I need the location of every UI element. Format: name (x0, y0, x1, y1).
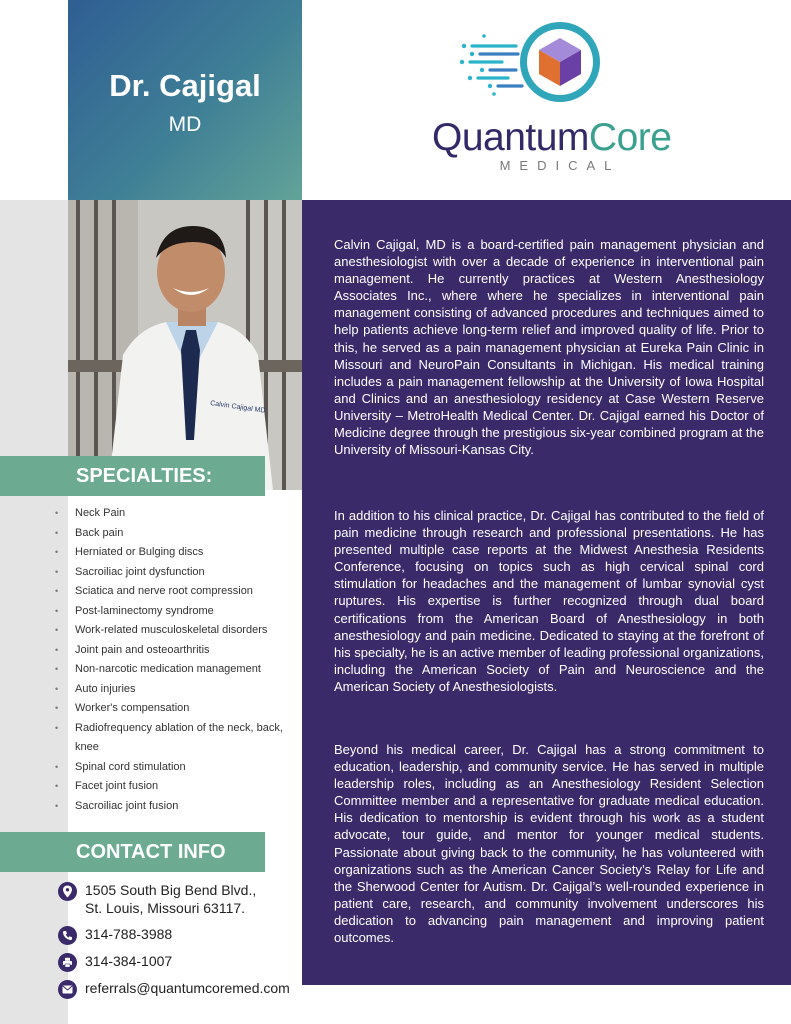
list-item: • Work-related musculoskeletal disorders (55, 621, 295, 641)
header-box (68, 0, 302, 200)
email-icon (58, 980, 77, 999)
fax-icon (58, 953, 77, 972)
logo-subtitle: MEDICAL (499, 158, 621, 173)
bio-paragraph: In addition to his clinical practice, Dr. Cajigal has contributed to the field of pain medicine through research and professional presentations. He has presented multiple case reports at the Midwest Anesthesia Residents Conference, focusing on topics such as high cervical spinal cord stimulation for headaches and the management of lumbar synovial cyst ruptures. His expertise is further recognized through dual board certifications from the American Board of Anesthesiology in both anesthesiology and pain medicine. Dedicated to staying at the forefront of his specialty, he is an active member of leading professional organizations, including the American Society of Pain and Neuroscience and the American Society of Anesthesiologists. (334, 508, 764, 694)
doctor-photo-illustration (68, 200, 302, 490)
list-item: • Spinal cord stimulation (55, 758, 295, 778)
phone-number[interactable]: 314-788-3988 (85, 926, 173, 942)
list-item: • Non-narcotic medication management (55, 660, 295, 680)
doctor-name: Dr. Cajigal (109, 68, 261, 103)
quantumcore-logo (420, 8, 700, 188)
contact-email[interactable] (58, 979, 290, 999)
logo-wordmark: QuantumCore (432, 116, 672, 159)
doctor-photo (68, 200, 302, 490)
fax-number[interactable]: 314-384-1007 (85, 953, 173, 969)
list-item: • Neck Pain (55, 504, 295, 524)
contact-fax[interactable] (58, 952, 172, 972)
list-item: • Radiofrequency ablation of the neck, back, knee (55, 719, 295, 758)
phone-icon (58, 926, 77, 945)
list-item: • Sacroiliac joint dysfunction (55, 563, 295, 583)
doctor-credential: MD (168, 113, 202, 136)
list-item: • Back pain (55, 524, 295, 544)
list-item: • Post-laminectomy syndrome (55, 602, 295, 622)
list-item: • Sciatica and nerve root compression (55, 582, 295, 602)
coat-embroidery: Calvin Cajigal MD (209, 400, 266, 415)
logo-mark-icon (420, 8, 700, 118)
list-item: • Facet joint fusion (55, 777, 295, 797)
contact-phone[interactable] (58, 925, 172, 945)
email-address[interactable]: referrals@quantumcoremed.com (85, 980, 290, 996)
list-item: • Herniated or Bulging discs (55, 543, 295, 563)
address-line2: St. Louis, Missouri 63117. (85, 900, 246, 916)
location-icon (58, 882, 77, 901)
address-line1: 1505 South Big Bend Blvd., (85, 882, 257, 898)
list-item: • Sacroiliac joint fusion (55, 797, 295, 817)
bio-paragraph: Calvin Cajigal, MD is a board-certified pain management physician and anesthesiologist with over a decade of experience in interventional pain management. He currently practices at Western Anesthesiology Associates Inc., where where he specializes in interventional pain management consisting of advanced procedures and techniques aimed to help patients achieve long-term relief and improved quality of life. Prior to this, he served as a pain management physician at Eureka Pain Clinic in Missouri and NeuroPain Consultants in Michigan. His medical training includes a pain management fellowship at the University of Iowa Hospital and Clinics and an anesthesiology residency at Case Western Reserve University – MetroHealth Medical Center. Dr. Cajigal earned his Doctor of Medicine degree through the prestigious six-year combined program at the University of Missouri-Kansas City. (334, 237, 764, 458)
list-item: • Joint pain and osteoarthritis (55, 641, 295, 661)
contact-heading: CONTACT INFO (0, 832, 265, 872)
list-item: • Worker's compensation (55, 699, 295, 719)
list-item: • Auto injuries (55, 680, 295, 700)
specialties-list (55, 504, 295, 816)
contact-address (58, 881, 256, 917)
specialties-heading: SPECIALTIES: (0, 456, 265, 496)
bio-paragraph: Beyond his medical career, Dr. Cajigal has a strong commitment to education, leadership, and community service. He has served in multiple leadership roles, including as an Anesthesiology Resident Selection Committee member and a representative for graduate medical education. His dedication to mentorship is evident through his work as a student advocate, tour guide, and mentor for younger medical students. Passionate about giving back to the community, he has volunteered with organizations such as the American Cancer Society’s Relay for Life and the Sherwood Center for Autism. Dr. Cajigal’s well-rounded experience in patient care, research, and community involvement underscores his dedication to advancing pain management and improving patient outcomes. (334, 742, 764, 946)
